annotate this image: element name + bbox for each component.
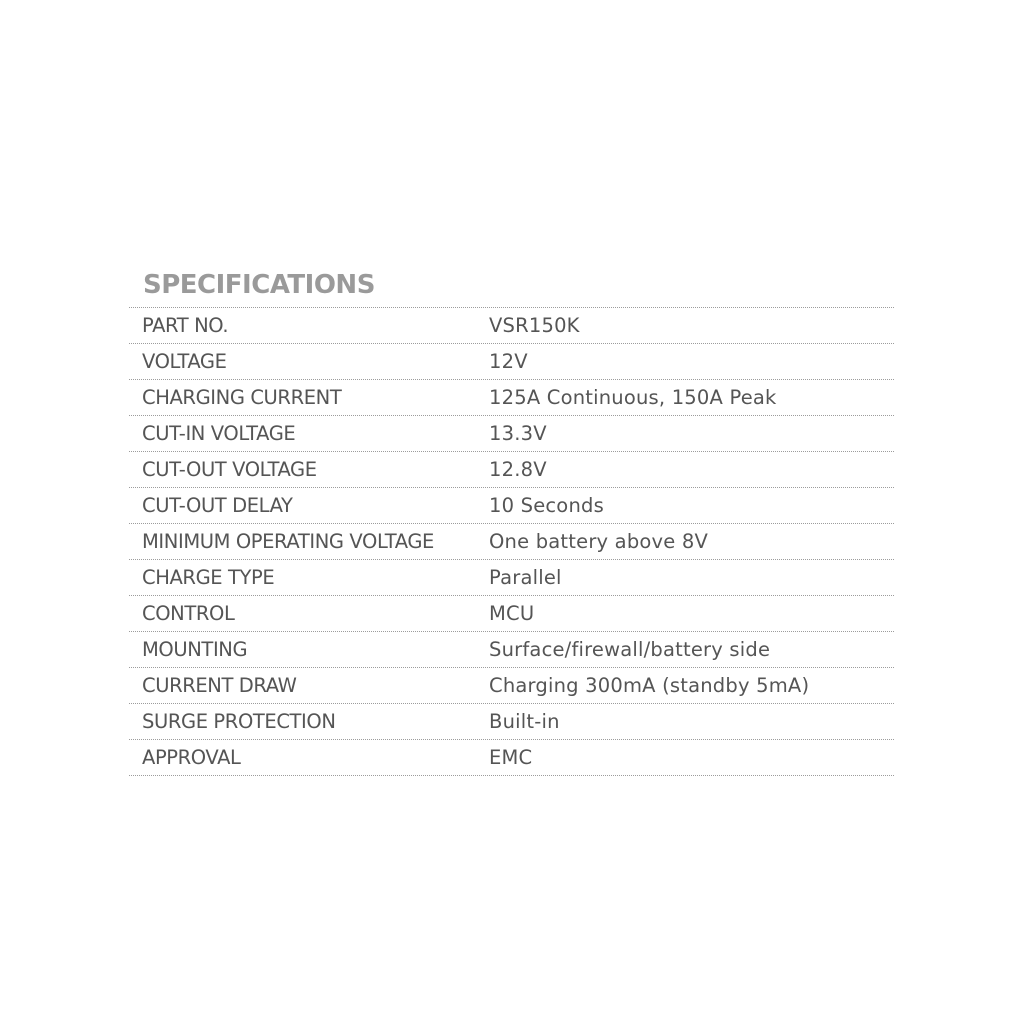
spec-row-voltage: [129, 344, 894, 380]
spec-label: CUT-IN VOLTAGE: [142, 422, 296, 445]
spec-value: Parallel: [489, 566, 562, 589]
spec-label: CUT-OUT DELAY: [142, 494, 293, 517]
spec-label: CONTROL: [142, 602, 235, 625]
spec-label: CURRENT DRAW: [142, 674, 297, 697]
spec-label: CUT-OUT VOLTAGE: [142, 458, 317, 481]
spec-value: Built-in: [489, 710, 560, 733]
spec-row-part-no: [129, 308, 894, 344]
spec-row-cut-out-voltage: [129, 452, 894, 488]
spec-value: Surface/firewall/battery side: [489, 638, 771, 661]
spec-row-minimum-operating-voltage: [129, 524, 894, 560]
spec-label: MINIMUM OPERATING VOLTAGE: [142, 530, 434, 553]
specifications-table: [129, 262, 894, 776]
spec-value: EMC: [489, 746, 533, 769]
spec-value: 12.8V: [489, 458, 547, 481]
spec-row-control: [129, 596, 894, 632]
spec-label: CHARGE TYPE: [142, 566, 275, 589]
spec-label: CHARGING CURRENT: [142, 386, 342, 409]
spec-value: MCU: [489, 602, 535, 625]
spec-value: One battery above 8V: [489, 530, 709, 553]
spec-value: 125A Continuous, 150A Peak: [489, 386, 777, 409]
spec-label: SURGE PROTECTION: [142, 710, 336, 733]
spec-label: PART NO.: [142, 314, 229, 337]
spec-row-mounting: [129, 632, 894, 668]
spec-row-charging-current: [129, 380, 894, 416]
spec-value: 13.3V: [489, 422, 547, 445]
spec-row-surge-protection: [129, 704, 894, 740]
spec-row-approval: [129, 740, 894, 776]
spec-label: VOLTAGE: [142, 350, 227, 373]
spec-row-current-draw: [129, 668, 894, 704]
spec-value: VSR150K: [489, 314, 580, 337]
spec-label: APPROVAL: [142, 746, 241, 769]
spec-label: MOUNTING: [142, 638, 248, 661]
spec-value: 12V: [489, 350, 528, 373]
specifications-title: SPECIFICATIONS: [129, 262, 894, 308]
spec-row-charge-type: [129, 560, 894, 596]
spec-row-cut-in-voltage: [129, 416, 894, 452]
spec-value: Charging 300mA (standby 5mA): [489, 674, 810, 697]
spec-value: 10 Seconds: [489, 494, 604, 517]
spec-row-cut-out-delay: [129, 488, 894, 524]
